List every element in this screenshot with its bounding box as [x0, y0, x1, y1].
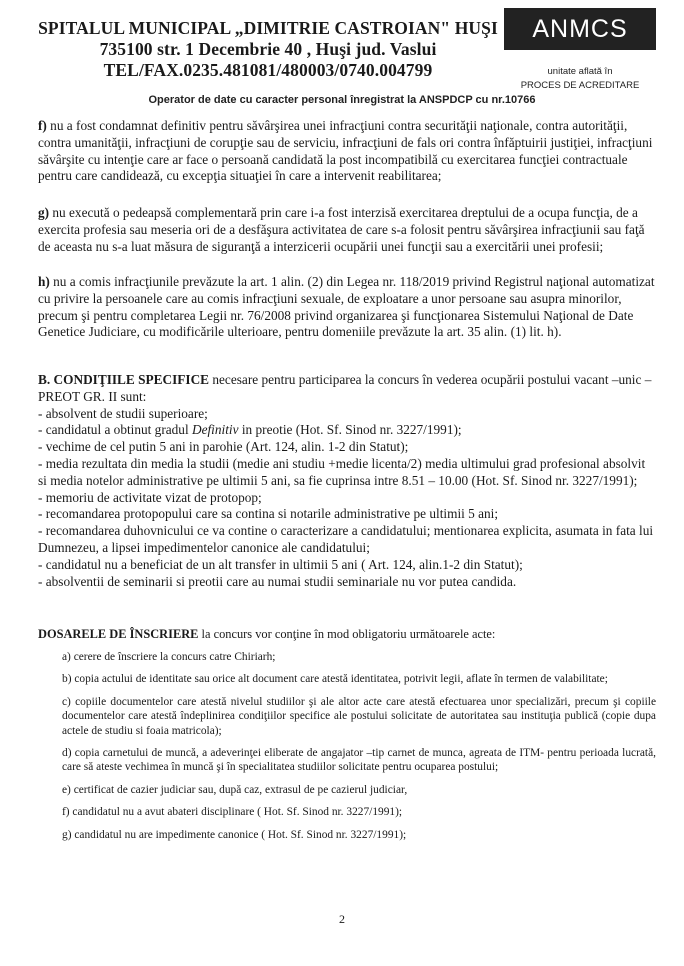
application-file-item: f) candidatul nu a avut abateri disciplinare ( Hot. Sf. Sinod nr. 3227/1991);: [62, 806, 403, 819]
page-number: 2: [339, 912, 345, 926]
application-files-list: [38, 650, 656, 850]
hospital-header: [38, 18, 498, 81]
specific-condition-item: - absolventii de seminarii si preotii care au numai studii seminariale nu vor putea candida.: [38, 573, 517, 589]
condition-h-letter: h): [38, 274, 50, 289]
application-file-item: a) cerere de înscriere la concurs catre Chiriarh;: [62, 651, 276, 663]
condition-g: [38, 205, 656, 255]
application-files: [38, 626, 656, 642]
specific-condition-item: - media rezultata din media la studii (medie ani studiu +medie licenta/2) media ultimului grad profesional absolvit si media notelor administrative pe ultimii 5 ani, sa fie cuprinsa intre 8.51 – 10.00 (Hot. Sf. Sinod nr. 3227/1991);: [38, 455, 646, 488]
specific-condition-item: - recomandarea duhovnicului ce va contine o caracterizare a candidatului; mentionarea explicita, asumata in fata lui Dumnezeu, a lipsei impedimentelor canonice ale candidatului;: [38, 523, 654, 555]
specific-conditions-heading: B. CONDIŢIILE SPECIFICE: [38, 372, 210, 387]
condition-f: [38, 118, 656, 185]
application-file-item: g) candidatul nu are impedimente canonice ( Hot. Sf. Sinod nr. 3227/1991);: [62, 828, 407, 841]
data-operator-note: Operator de date cu caracter personal înregistrat la ANSPDCP cu nr.10766: [148, 94, 536, 106]
condition-f-text: nu a fost condamnat definitiv pentru săvârşirea unei infracţiuni contra securităţii naţionale, contra autorităţii, contra umanităţii, infracţiuni de corupţie sau de serviciu, infracţiuni de fals ori contra înfăptuirii justiţiei, infracţiuni săvârşite cu intenţie care ar face o persoană candidată la post incompatibilă cu exercitarea funcţiei contractuale pentru care candidează, cu excepţia situaţiei în care a intervenit reabilitarea;: [38, 118, 653, 184]
anmcs-logo-box: ANMCS: [504, 8, 656, 50]
condition-h: [38, 274, 656, 341]
application-file-item: c) copiile documentelor care atestă nivelul studiilor şi ale altor acte care atestă efectuarea unor specializări, precum şi copiile documentelor care atestă îndeplinirea condiţiilor specifice ale postului solicitate de autoritatea sau instituţia publică (copie dupa actele de studiu si foaia matricola);: [62, 695, 656, 737]
application-file-item: e) certificat de cazier judiciar sau, după caz, extrasul de pe cazierul judiciar,: [62, 783, 408, 796]
hospital-address: 735100 str. 1 Decembrie 40 , Huşi jud. Vaslui: [99, 39, 437, 59]
condition-h-text: nu a comis infracţiunile prevăzute la art. 1 alin. (2) din Legea nr. 118/2019 privind Registrul naţional automatizat cu privire la persoanele care au comis infracţiuni sexuale, de exploatare a unor persoane sau asupra minorilor, precum şi pentru completarea Legii nr. 76/2008 privind organizarea şi funcţionarea Sistemului Naţional de Date Genetice Judiciare, cu modificările ulterioare, pentru domeniile prevăzute la art. 35 alin. (1) lit. h).: [38, 274, 655, 340]
specific-condition-item: - absolvent de studii superioare;: [38, 405, 208, 421]
condition-f-letter: f): [38, 118, 47, 133]
specific-condition-item: - memoriu de activitate vizat de protopop;: [38, 489, 262, 505]
application-files-intro: la concurs vor conţine în mod obligatoriu următoarele acte:: [198, 627, 496, 641]
application-file-item: b) copia actului de identitate sau orice alt document care atestă identitatea, potrivit legii, aflate în termen de valabilitate;: [62, 673, 608, 686]
specific-conditions-intro: necesare pentru participarea la concurs în vederea ocupării postului vacant –unic – PREOT GR. II sunt:: [38, 372, 652, 404]
application-file-item: d) copia carnetului de muncă, a adeverinţei eliberate de angajator –tip carnet de munca, agreata de ITM- pentru perioada lucrată, care să ateste vechimea în muncă şi în specialitatea studiilor solicitate pentru ocuparea postului;: [62, 747, 656, 774]
anmcs-status-line2: PROCES DE ACREDITARE: [520, 80, 640, 91]
condition-g-letter: g): [38, 205, 50, 220]
hospital-name: SPITALUL MUNICIPAL „DIMITRIE CASTROIAN" HUŞI: [38, 18, 498, 38]
hospital-phone: TEL/FAX.0235.481081/480003/0740.004799: [103, 60, 433, 80]
specific-condition-item: - candidatul a obtinut gradul Definitiv in preotie (Hot. Sf. Sinod nr. 3227/1991);: [38, 422, 462, 438]
anmcs-logo: [504, 8, 656, 98]
definitiv-emphasis: Definitiv: [191, 422, 239, 438]
specific-conditions: [38, 372, 656, 590]
condition-g-text: nu execută o pedeapsă complementară prin care i-a fost interzisă exercitarea dreptului de a ocupa funcţia, de a exercita profesia sau meseria ori de a desfăşura activitatea de care s-a folosit pentru săvârşirea infracţiunii sau faţă de aceasta nu s-a luat măsura de siguranţă a interzicerii ocupării unei funcţii sau a exercitării unei profesii;: [38, 205, 645, 254]
specific-condition-item: - recomandarea protopopului care sa contina si notarile administrative pe ultimii 5 ani;: [38, 506, 499, 522]
application-files-heading: DOSARELE DE ÎNSCRIERE: [38, 627, 199, 641]
specific-condition-item: - vechime de cel putin 5 ani in parohie (Art. 124, alin. 1-2 din Statut);: [38, 439, 409, 455]
specific-condition-item: - candidatul nu a beneficiat de un alt transfer in ultimii 5 ani ( Art. 124, alin.1-2 din Statut);: [38, 556, 523, 572]
anmcs-status-line1: unitate aflată în: [547, 66, 613, 77]
